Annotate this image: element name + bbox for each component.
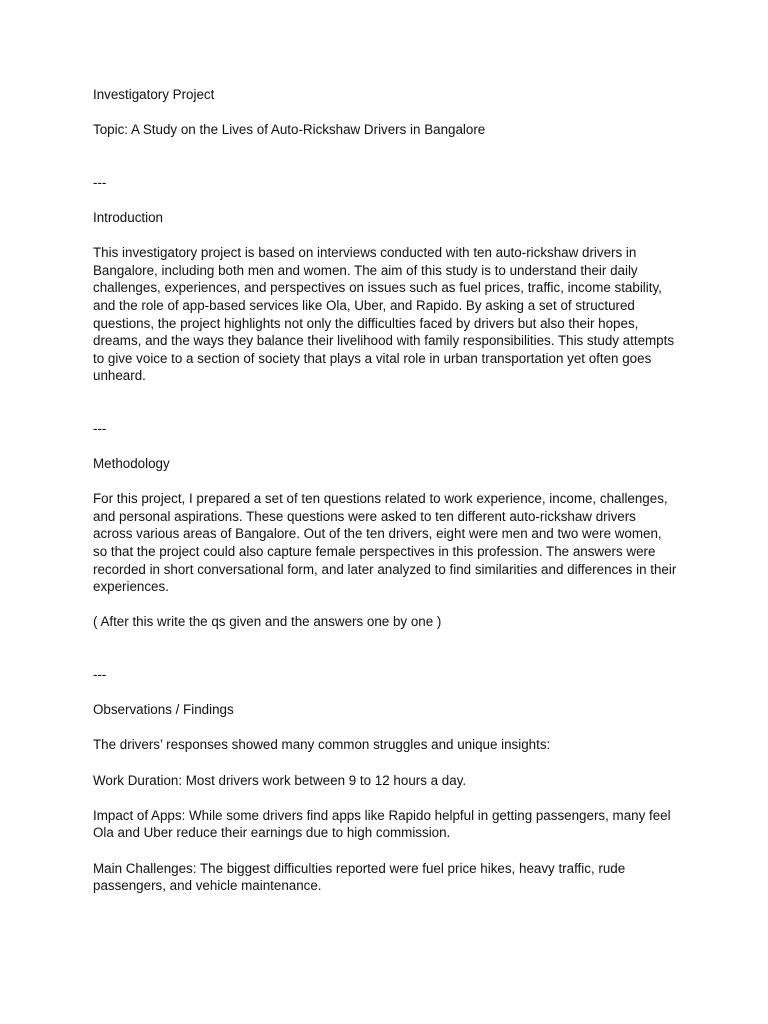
methodology-heading: Methodology — [93, 456, 170, 472]
introduction-paragraph: This investigatory project is based on interviews conducted with ten auto-rickshaw drivers in Bangalore, including both men and women. The aim of this study is to understand their daily challenges, experiences, and perspectives on issues such as fuel prices, traffic, income stability, and the role of app-based services like Ola, Uber, and Rapido. By asking a set of structured questions, the project highlights not only the difficulties faced by drivers but also their hopes, dreams, and the ways they balance their livelihood with family responsibilities. This study attempts to give voice to a section of society that plays a vital role in urban transportation yet often goes unheard. — [93, 245, 675, 384]
document-page — [93, 86, 678, 895]
methodology-paragraph: For this project, I prepared a set of ten questions related to work experience, income, challenges, and personal aspirations. These questions were asked to ten different auto-rickshaw drivers across various areas of Bangalore. Out of the ten drivers, eight were men and two were women, so that the project could also capture female perspectives in this profession. The answers were recorded in short conversational form, and later analyzed to find similarities and differences in their experiences. — [93, 491, 677, 595]
section-divider: --- — [93, 420, 107, 436]
finding-impact-of-apps: Impact of Apps: While some drivers find apps like Rapido helpful in getting passengers, many feel Ola and Uber reduce their earnings due to high commission. — [93, 807, 671, 841]
document-topic: Topic: A Study on the Lives of Auto-Rickshaw Drivers in Bangalore — [93, 122, 486, 138]
section-divider: --- — [93, 174, 107, 190]
finding-main-challenges: Main Challenges: The biggest difficulties reported were fuel price hikes, heavy traffic, rude passengers, and vehicle maintenance. — [93, 860, 626, 894]
methodology-note: ( After this write the qs given and the answers one by one ) — [93, 614, 442, 630]
observations-intro: The drivers’ responses showed many common struggles and unique insights: — [93, 737, 551, 753]
observations-heading: Observations / Findings — [93, 702, 234, 718]
section-divider: --- — [93, 667, 107, 683]
finding-work-duration: Work Duration: Most drivers work between 9 to 12 hours a day. — [93, 772, 467, 788]
introduction-heading: Introduction — [93, 209, 163, 225]
document-title: Investigatory Project — [93, 87, 215, 102]
